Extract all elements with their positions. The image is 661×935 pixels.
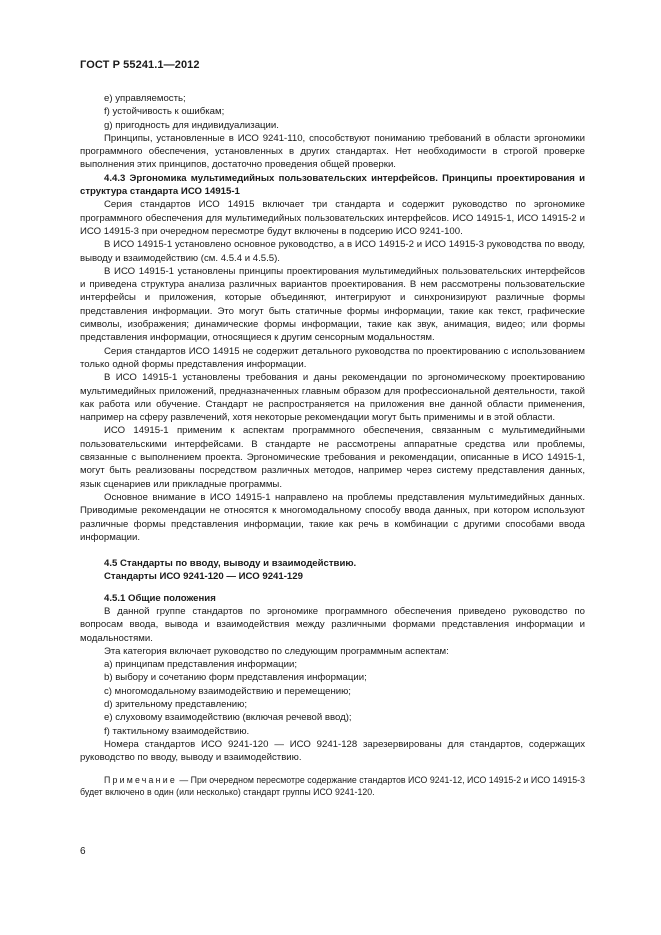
section-heading-4-5: 4.5 Стандарты по вводу, выводу и взаимодействию. bbox=[104, 558, 357, 570]
section-heading-4-5-subtitle: Стандарты ИСО 9241-120 — ИСО 9241-129 bbox=[104, 571, 303, 583]
note-text: — При очередном пересмотре содержание стандартов ИСО 9241-12, ИСО 14915-2 и ИСО 14915-3 будет включено в один (или несколько) стандарт группы ИСО 9241-120. bbox=[80, 774, 585, 797]
paragraph: Серия стандартов ИСО 14915 включает три стандарта и содержит руководство по эргономике программного обеспечения для мультимедийных пользовательских интерфейсов. ИСО 14915-1, ИСО 14915-2 и ИСО 14915-3 при очередном пересмотре будут включены в подсерию ИСО 9241-100. bbox=[80, 199, 585, 237]
note-label: Примечание bbox=[104, 774, 177, 785]
section-heading-4-4-3: 4.4.3 Эргономика мультимедийных пользовательских интерфейсов. Принципы проектирования и структура стандарта ИСО 14915-1 bbox=[80, 172, 585, 198]
paragraph: Номера стандартов ИСО 9241-120 — ИСО 9241-128 зарезервированы для стандартов, содержащих руководство по вводу, выводу и взаимодействию. bbox=[80, 738, 585, 764]
paragraph: ИСО 14915-1 применим к аспектам программного обеспечения, связанным с мультимедийными пользовательскими интерфейсами. В стандарте не рассмотрены аппаратные средства или проблемы, связанные с выполнением проекта. Эргономические требования и рекомендации, описанные в ИСО 14915-1, могут быть реализованы посредством различных методов, например через систему представления данных, язык сценариев или прикладные программы. bbox=[80, 425, 585, 490]
note bbox=[80, 774, 585, 798]
list-item: a) принципам представления информации; bbox=[104, 659, 298, 671]
list-item: b) выбору и сочетанию форм представления информации; bbox=[104, 672, 367, 684]
page-number: 6 bbox=[80, 846, 86, 857]
paragraph: В данной группе стандартов по эргономике программного обеспечения приведено руководство по вопросам ввода, вывода и взаимодействия между различными формами представления информации и модальностями. bbox=[80, 605, 585, 644]
list-item: f) устойчивость к ошибкам; bbox=[104, 106, 225, 118]
paragraph: В ИСО 14915-1 установлены требования и даны рекомендации по эргономическому проектированию мультимедийных приложений, предназначенных главным образом для профессиональной деятельности, такой как работа или обучение. Стандарт не распространяется на приложения вне данной области применения, например на сферу развлечений, хотя некоторые рекомендации могут быть применимы и в этой области. bbox=[80, 372, 585, 424]
section-heading-4-5-1: 4.5.1 Общие положения bbox=[104, 592, 216, 604]
list-item: f) тактильному взаимодействию. bbox=[104, 725, 250, 737]
paragraph: В ИСО 14915-1 установлено основное руководство, а в ИСО 14915-2 и ИСО 14915-3 руководства по вводу, выводу и взаимодействию (см. 4.5.4 и 4.5.5). bbox=[80, 239, 585, 264]
page-body bbox=[80, 92, 585, 798]
paragraph: Принципы, установленные в ИСО 9241-110, способствуют пониманию требований в области эргономики программного обеспечения, установленных в других стандартах. Нет необходимости в строгой проверке выполнения этих принципов, достаточно проведения общей проверки. bbox=[80, 132, 585, 171]
list-item: c) многомодальному взаимодействию и перемещению; bbox=[104, 685, 351, 697]
paragraph: В ИСО 14915-1 установлены принципы проектирования мультимедийных пользовательских интерфейсов и приведена структура анализа различных вариантов проектирования. В нем рассмотрены пользовательские интерфейсы и приложения, которые объединяют, интегрируют и синхронизируют различные формы представления информации. Это могут быть статичные формы информации, такие как текст, графические символы, изображения; динамические формы информации, такие как звук, анимация, видео; или формы представления информации, относящиеся к другим сенсорным модальностям. bbox=[80, 265, 585, 344]
standard-designation: ГОСТ Р 55241.1—2012 bbox=[80, 59, 200, 71]
paragraph: Серия стандартов ИСО 14915 не содержит детального руководства по проектированию с использованием только одной формы представления информации. bbox=[80, 345, 585, 370]
list-item: e) управляемость; bbox=[104, 93, 186, 104]
paragraph: Эта категория включает руководство по следующим программным аспектам: bbox=[104, 645, 449, 657]
list-item: d) зрительному представлению; bbox=[104, 699, 247, 711]
list-item: e) слуховому взаимодействию (включая речевой ввод); bbox=[104, 712, 352, 724]
list-item: g) пригодность для индивидуализации. bbox=[104, 119, 279, 131]
paragraph: Основное внимание в ИСО 14915-1 направлено на проблемы представления мультимедийных данных. Приводимые рекомендации не относятся к многомодальному способу ввода данных, при котором используют различные формы представления информации, такие как речь в комбинации с другими способами ввода информации. bbox=[80, 491, 585, 543]
